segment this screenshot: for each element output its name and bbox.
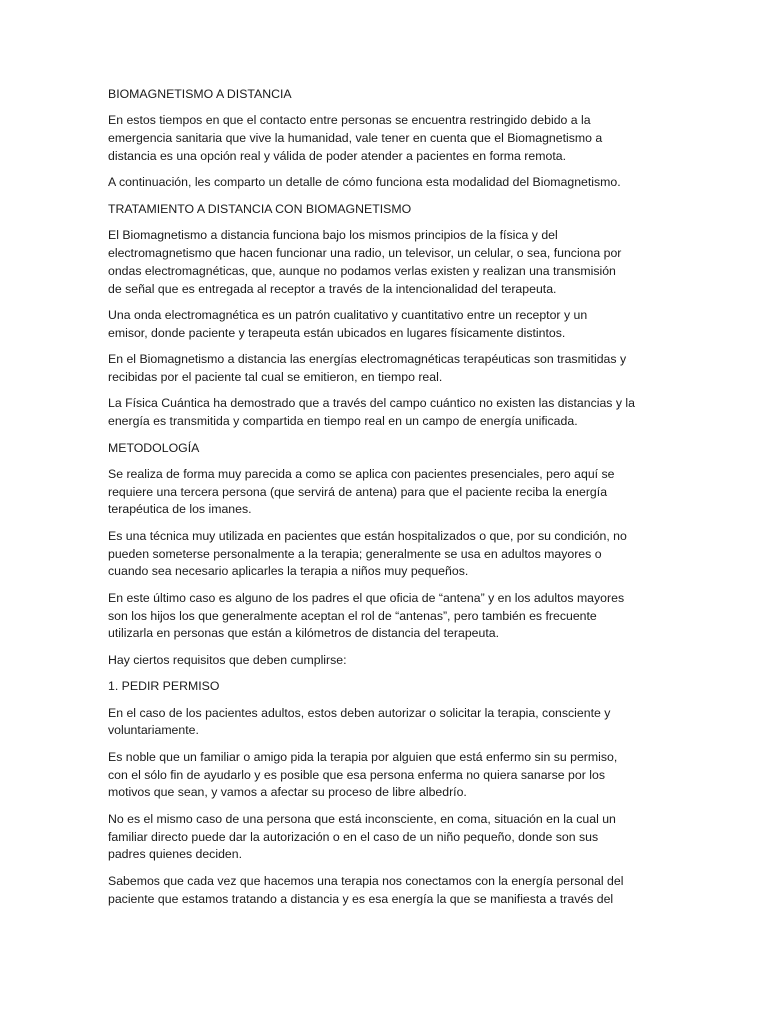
paragraph [108,395,656,431]
paragraph-line: En el caso de los pacientes adultos, estos deben autorizar o solicitar la terapia, consciente y [108,705,611,720]
paragraph-line: requiere una tercera persona (que servirá de antena) para que el paciente reciba la energía [108,484,608,499]
paragraph-line: Sabemos que cada vez que hacemos una terapia nos conectamos con la energía personal del [108,873,624,888]
paragraph [108,873,656,909]
paragraph-line: Una onda electromagnética es un patrón cualitativo y cuantitativo entre un receptor y un [108,307,588,322]
paragraph-line: La Física Cuántica ha demostrado que a través del campo cuántico no existen las distancias y la [108,396,636,411]
paragraph-line: recibidas por el paciente tal cual se emitieron, en tiempo real. [108,369,443,384]
paragraph-line: paciente que estamos tratando a distancia y es esa energía la que se manifiesta a través del [108,891,614,906]
paragraph [108,749,656,802]
section-heading: METODOLOGÍA [108,440,200,455]
paragraph [108,174,656,192]
paragraph-line: No es el mismo caso de una persona que está inconsciente, en coma, situación en la cual un [108,811,616,826]
section-heading: 1. PEDIR PERMISO [108,679,220,694]
paragraph-line: Se realiza de forma muy parecida a como se aplica con pacientes presenciales, pero aquí se [108,466,615,481]
paragraph-line: de señal que es entregada al receptor a través de la intencionalidad del terapeuta. [108,281,557,296]
paragraph-line: Es noble que un familiar o amigo pida la terapia por alguien que está enfermo sin su permiso, [108,749,618,764]
document-page [108,86,656,917]
paragraph-line: cuando sea necesario aplicarles la terapia a niños muy pequeños. [108,564,469,579]
paragraph-line: emisor, donde paciente y terapeuta están ubicados en lugares físicamente distintos. [108,325,566,340]
paragraph [108,307,656,343]
paragraph-line: motivos que sean, y vamos a afectar su proceso de libre albedrío. [108,785,467,800]
paragraph-line: A continuación, les comparto un detalle de cómo funciona esta modalidad del Biomagnetismo. [108,175,621,190]
paragraph-line: con el sólo fin de ayudarlo y es posible que esa persona enferma no quiera sanarse por los [108,767,605,782]
paragraph-line: ondas electromagnéticas, que, aunque no podamos verlas existen y realizan una transmisión [108,263,616,278]
paragraph-line: familiar directo puede dar la autorización o en el caso de un niño pequeño, donde son sus [108,829,599,844]
document-body [108,112,656,908]
paragraph-line: Es una técnica muy utilizada en pacientes que están hospitalizados o que, por su condición, no [108,528,627,543]
paragraph [108,705,656,741]
paragraph-line: distancia es una opción real y válida de poder atender a pacientes en forma remota. [108,148,566,163]
paragraph-line: energía es transmitida y compartida en tiempo real en un campo de energía unificada. [108,414,578,429]
section-heading: TRATAMIENTO A DISTANCIA CON BIOMAGNETISMO [108,201,412,216]
paragraph-line: En estos tiempos en que el contacto entre personas se encuentra restringido debido a la [108,113,591,128]
paragraph-line: electromagnetismo que hacen funcionar una radio, un televisor, un celular, o sea, funciona por [108,245,622,260]
paragraph-line: En el Biomagnetismo a distancia las energías electromagnéticas terapéuticas son trasmitidas y [108,352,627,367]
paragraph [108,811,656,864]
paragraph [108,528,656,581]
paragraph-line: voluntariamente. [108,723,199,738]
paragraph [108,590,656,643]
paragraph-line: emergencia sanitaria que vive la humanidad, vale tener en cuenta que el Biomagnetismo a [108,131,603,146]
paragraph-line: En este último caso es alguno de los padres el que oficia de “antena” y en los adultos mayores [108,590,625,605]
paragraph-line: padres quienes deciden. [108,847,242,862]
paragraph [108,652,656,670]
paragraph-line: utilizarla en personas que están a kilómetros de distancia del terapeuta. [108,626,500,641]
paragraph-line: terapéutica de los imanes. [108,502,252,517]
paragraph [108,351,656,387]
paragraph [108,466,656,519]
paragraph-line: Hay ciertos requisitos que deben cumplirse: [108,652,347,667]
document-title: BIOMAGNETISMO A DISTANCIA [108,87,292,101]
paragraph-line: son los hijos los que generalmente aceptan el rol de “antenas”, pero también es frecuente [108,608,597,623]
paragraph [108,112,656,165]
paragraph-line: El Biomagnetismo a distancia funciona bajo los mismos principios de la física y del [108,228,558,243]
paragraph [108,227,656,298]
paragraph-line: pueden someterse personalmente a la terapia; generalmente se usa en adultos mayores o [108,546,602,561]
